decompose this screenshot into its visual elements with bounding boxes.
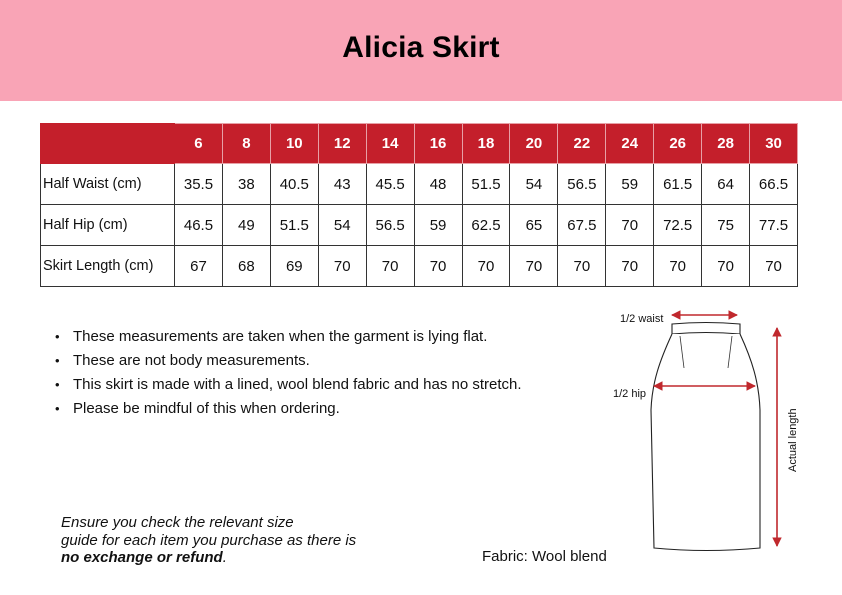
note-text: Please be mindful of this when ordering. — [73, 400, 340, 417]
table-cell: 48 — [414, 164, 462, 205]
table-cell: 67 — [175, 246, 223, 287]
size-header-cell: 8 — [222, 124, 270, 164]
skirt-body — [651, 334, 760, 551]
size-header-cell: 26 — [654, 124, 702, 164]
size-header-cell: 30 — [750, 124, 798, 164]
size-header-cell: 24 — [606, 124, 654, 164]
size-header-row — [41, 124, 798, 164]
size-header-cell: 18 — [462, 124, 510, 164]
table-row-skirt-length — [41, 246, 798, 287]
bullet-icon: • — [55, 353, 60, 368]
exchange-disclaimer — [61, 514, 401, 567]
table-cell: 51.5 — [462, 164, 510, 205]
table-row-half-hip — [41, 205, 798, 246]
table-cell: 62.5 — [462, 205, 510, 246]
row-label: Half Waist (cm) — [41, 164, 175, 205]
no-refund-text: no exchange or refund — [61, 549, 223, 566]
note-item — [55, 350, 522, 374]
table-cell: 70 — [558, 246, 606, 287]
note-text: These are not body measurements. — [73, 352, 310, 369]
table-cell: 56.5 — [366, 205, 414, 246]
size-chart-table — [40, 123, 798, 287]
note-item — [55, 398, 522, 422]
bullet-icon: • — [55, 401, 60, 416]
table-cell: 72.5 — [654, 205, 702, 246]
table-row-half-waist — [41, 164, 798, 205]
table-cell: 70 — [750, 246, 798, 287]
measurement-notes — [55, 326, 522, 422]
table-cell: 70 — [414, 246, 462, 287]
size-header-cell: 22 — [558, 124, 606, 164]
page-title: Alicia Skirt — [342, 31, 500, 64]
note-text: These measurements are taken when the garment is lying flat. — [73, 328, 488, 345]
table-cell: 59 — [606, 164, 654, 205]
disclaimer-end: . — [222, 549, 227, 566]
disclaimer-line: Ensure you check the relevant size — [61, 514, 294, 531]
table-cell: 49 — [222, 205, 270, 246]
note-item — [55, 374, 522, 398]
table-cell: 40.5 — [270, 164, 318, 205]
table-cell: 54 — [318, 205, 366, 246]
table-cell: 77.5 — [750, 205, 798, 246]
table-cell: 70 — [510, 246, 558, 287]
bullet-icon: • — [55, 377, 60, 392]
skirt-diagram — [600, 300, 810, 560]
table-cell: 56.5 — [558, 164, 606, 205]
table-cell: 66.5 — [750, 164, 798, 205]
size-header-cell: 16 — [414, 124, 462, 164]
disclaimer-line: guide for each item you purchase as there is — [61, 531, 357, 549]
table-cell: 51.5 — [270, 205, 318, 246]
size-header-cell: 20 — [510, 124, 558, 164]
hip-label: 1/2 hip — [613, 388, 647, 400]
table-cell: 69 — [270, 246, 318, 287]
fabric-label: Fabric: Wool blend — [482, 548, 607, 565]
table-cell: 38 — [222, 164, 270, 205]
table-cell: 70 — [606, 246, 654, 287]
table-cell: 35.5 — [175, 164, 223, 205]
header-corner-cell — [41, 124, 175, 164]
table-cell: 61.5 — [654, 164, 702, 205]
table-cell: 43 — [318, 164, 366, 205]
table-cell: 75 — [702, 205, 750, 246]
title-banner — [0, 0, 842, 101]
size-header-cell: 6 — [175, 124, 223, 164]
table-cell: 64 — [702, 164, 750, 205]
disclaimer-line — [61, 549, 401, 567]
note-item — [55, 326, 522, 350]
table-cell: 67.5 — [558, 205, 606, 246]
note-text: This skirt is made with a lined, wool blend fabric and has no stretch. — [73, 376, 522, 393]
bullet-icon: • — [55, 329, 60, 344]
size-header-cell: 10 — [270, 124, 318, 164]
table-cell: 45.5 — [366, 164, 414, 205]
row-label: Half Hip (cm) — [41, 205, 175, 246]
size-header-cell: 28 — [702, 124, 750, 164]
table-cell: 65 — [510, 205, 558, 246]
size-header-cell: 14 — [366, 124, 414, 164]
table-cell: 70 — [702, 246, 750, 287]
skirt-outline — [672, 323, 740, 335]
table-cell: 70 — [606, 205, 654, 246]
table-cell: 70 — [462, 246, 510, 287]
table-cell: 46.5 — [175, 205, 223, 246]
table-cell: 70 — [654, 246, 702, 287]
length-label: Actual length — [787, 408, 799, 472]
table-cell: 59 — [414, 205, 462, 246]
table-cell: 70 — [318, 246, 366, 287]
size-header-cell: 12 — [318, 124, 366, 164]
table-cell: 54 — [510, 164, 558, 205]
table-cell: 68 — [222, 246, 270, 287]
table-cell: 70 — [366, 246, 414, 287]
waist-label: 1/2 waist — [620, 313, 664, 325]
row-label: Skirt Length (cm) — [41, 246, 175, 287]
